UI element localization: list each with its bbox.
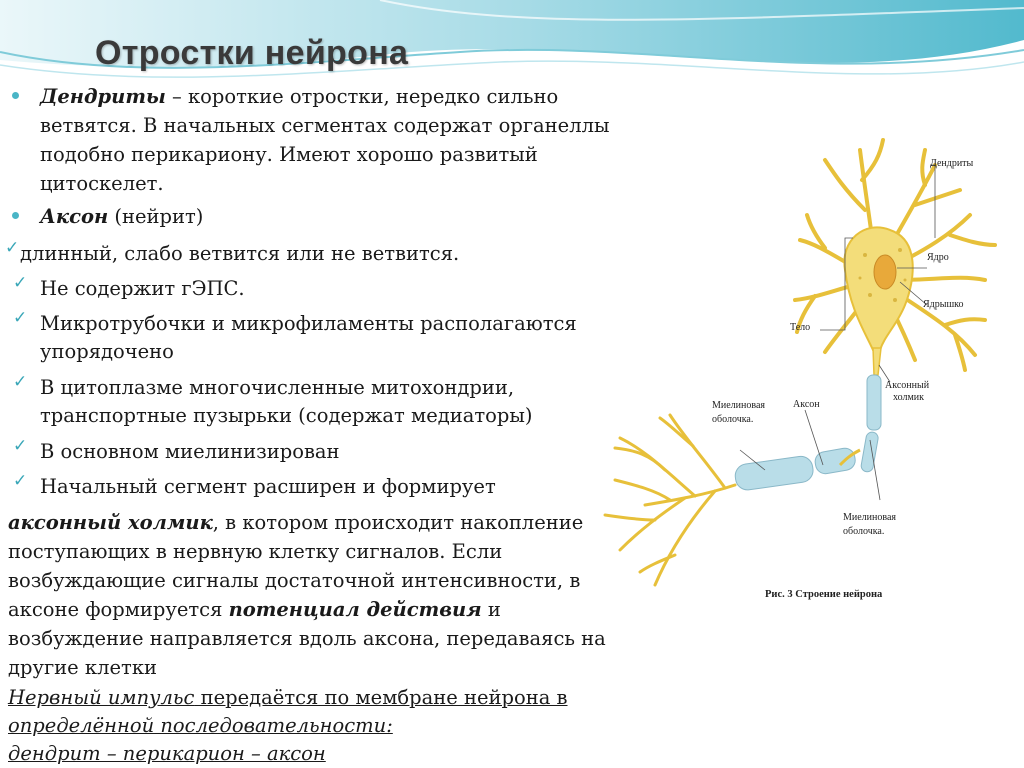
nucleus: [874, 255, 896, 289]
label-dendrites: Дендриты: [930, 158, 974, 169]
dendrites-line-4: цитоскелет.: [40, 172, 164, 195]
check-icon: ✓: [13, 471, 28, 491]
neuron-diagram: [575, 120, 1024, 620]
check-icon: ✓: [13, 308, 28, 328]
impulse-sequence: дендрит – перикарион – аксон: [8, 742, 326, 765]
axon-check-4: В цитоплазме многочисленные митохондрии,: [40, 376, 515, 399]
figure-caption: Рис. 3 Строение нейрона: [765, 589, 883, 600]
impulse-term: Нервный импульс: [8, 686, 195, 709]
dendrites-line-3: подобно перикариону. Имеют хорошо развитый: [40, 143, 538, 166]
label-myelin-1a: Миелиновая: [712, 400, 766, 411]
check-icon: ✓: [13, 372, 28, 392]
axon-check-5: В основном миелинизирован: [40, 440, 340, 463]
label-myelin-2b: оболочка.: [843, 526, 885, 537]
label-hillock-2: холмик: [893, 392, 925, 403]
axon-check-4-cont: транспортные пузырьки (содержат медиаторы): [40, 404, 533, 427]
label-body: Тело: [790, 322, 811, 333]
page-title: Отростки нейрона: [95, 34, 409, 72]
impulse-line-2: определённой последовательности:: [8, 714, 393, 737]
check-icon: ✓: [13, 273, 28, 293]
axon-check-1: длинный, слабо ветвится или не ветвится.: [20, 242, 460, 265]
axon-check-3-cont: упорядочено: [40, 340, 174, 363]
paragraph-line-1: аксонный холмик, в котором происходит накопление: [8, 511, 584, 534]
paragraph-line-3: возбуждающие сигналы достаточной интенсивности, в: [8, 569, 581, 592]
impulse-line-1: Нервный импульс передаётся по мембране нейрона в: [8, 686, 568, 709]
hillock-term: аксонный холмик: [8, 511, 213, 534]
action-potential-term: потенциал действия: [228, 598, 482, 621]
label-myelin-2a: Миелиновая: [843, 512, 897, 523]
label-nucleus: Ядро: [927, 252, 949, 263]
check-icon: ✓: [5, 238, 20, 258]
paragraph-line-4: аксоне формируется потенциал действия и: [8, 598, 501, 621]
bullet-dot: [12, 92, 19, 99]
axon-heading: Аксон (нейрит): [40, 205, 204, 228]
axon-term: Аксон: [40, 205, 109, 228]
label-axon: Аксон: [793, 399, 820, 410]
axon-check-2: Не содержит гЭПС.: [40, 277, 245, 300]
axon-check-3: Микротрубочки и микрофиламенты располагаются: [40, 312, 577, 335]
dendrites-term: Дендриты: [40, 85, 166, 108]
bullet-dot: [12, 212, 19, 219]
myelin-segments: [734, 375, 881, 491]
axon-hillock: [873, 348, 881, 375]
axon-check-6: Начальный сегмент расширен и формирует: [40, 475, 496, 498]
paragraph-line-5: возбуждение направляется вдоль аксона, передаваясь на: [8, 627, 606, 650]
label-myelin-1b: оболочка.: [712, 414, 754, 425]
label-nucleolus: Ядрышко: [923, 299, 964, 310]
label-hillock-1: Аксонный: [885, 380, 930, 391]
check-icon: ✓: [13, 436, 28, 456]
dendrites-line-2: ветвятся. В начальных сегментах содержат органеллы: [40, 114, 610, 137]
dendrites-line-1: Дендриты – короткие отростки, нередко сильно: [40, 85, 559, 108]
axon-terminals: [605, 415, 735, 585]
paragraph-line-6: другие клетки: [8, 656, 158, 679]
paragraph-line-2: поступающих в нервную клетку сигналов. Если: [8, 540, 503, 563]
